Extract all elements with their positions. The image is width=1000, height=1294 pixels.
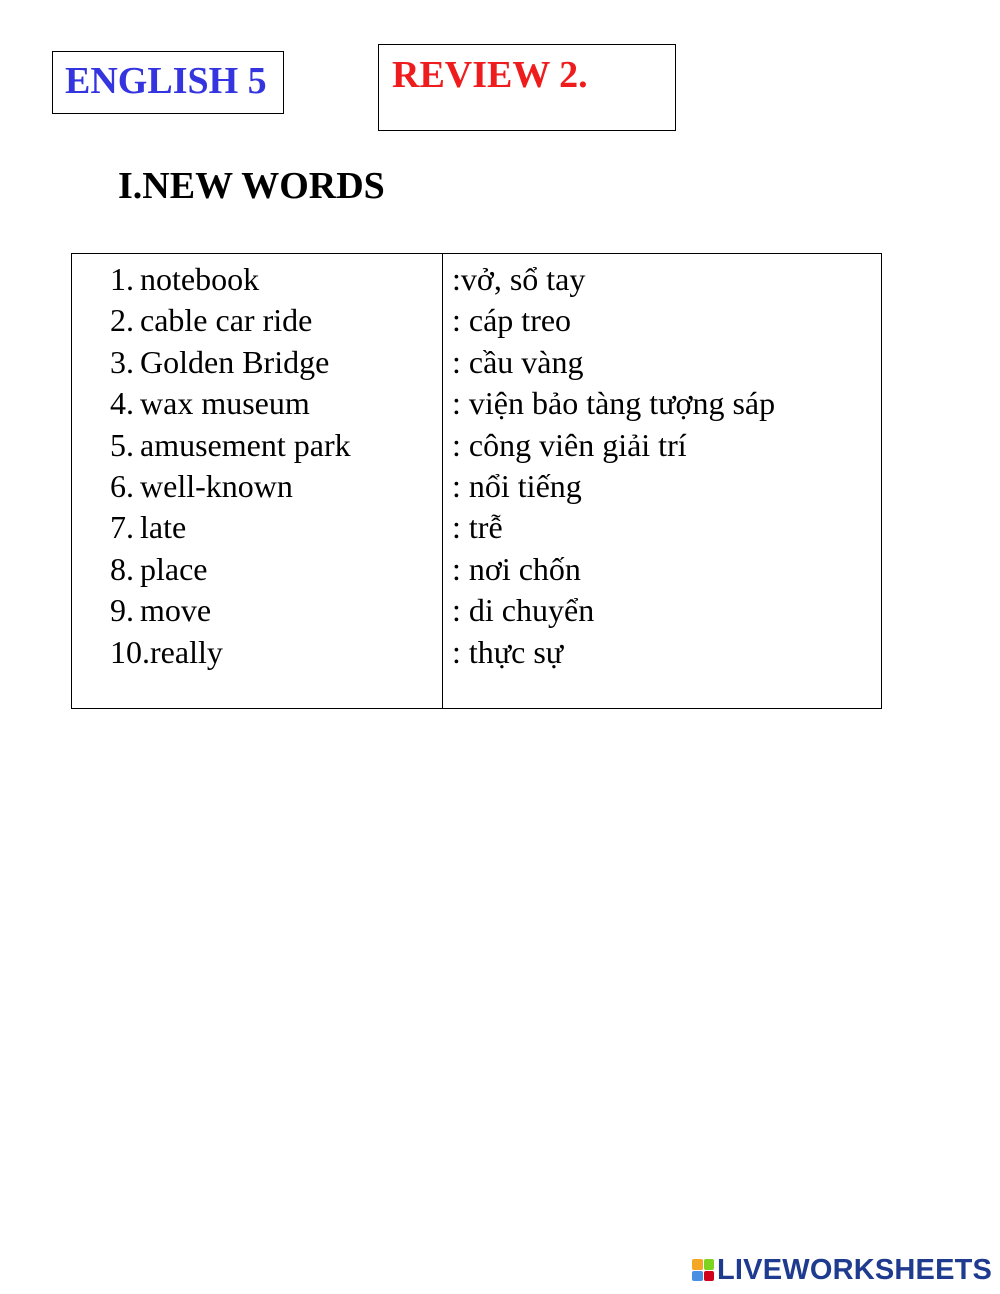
- english-column: [110, 259, 440, 673]
- english-row: [110, 383, 440, 424]
- vietnamese-meaning: : di chuyển: [452, 592, 595, 629]
- vietnamese-meaning: : viện bảo tàng tượng sáp: [452, 385, 776, 422]
- english-word: amusement park: [140, 426, 351, 463]
- logo-square-4: [704, 1271, 715, 1282]
- vietnamese-meaning: : công viên giải trí: [452, 426, 687, 463]
- english-row: [110, 259, 440, 300]
- section-title: I.NEW WORDS: [118, 165, 385, 207]
- english-word: move: [140, 592, 212, 629]
- english-word: late: [140, 509, 187, 546]
- english-word: wax museum: [140, 385, 310, 422]
- logo-square-1: [692, 1259, 703, 1270]
- logo-square-3: [692, 1271, 703, 1282]
- english-row: [110, 300, 440, 341]
- item-number: 1.: [110, 261, 134, 297]
- logo-square-2: [704, 1259, 715, 1270]
- subject-title: ENGLISH 5: [65, 60, 267, 102]
- vietnamese-meaning: : cầu vàng: [452, 343, 584, 380]
- english-word: notebook: [140, 261, 260, 297]
- review-title: REVIEW 2.: [392, 54, 588, 96]
- vietnamese-meaning: : nơi chốn: [452, 550, 581, 587]
- subject-box: [52, 51, 284, 114]
- table-column-divider: [442, 254, 443, 708]
- english-word: well-known: [140, 467, 293, 504]
- vietnamese-column: [452, 259, 877, 673]
- item-number: 5.: [110, 426, 134, 463]
- item-number: 8.: [110, 550, 134, 587]
- english-word: really: [150, 633, 223, 670]
- english-row: [110, 425, 440, 466]
- liveworksheets-logo[interactable]: [692, 1253, 992, 1287]
- review-box: [378, 44, 676, 131]
- item-number: 9.: [110, 592, 134, 629]
- item-number: 7.: [110, 509, 134, 546]
- english-row: [110, 549, 440, 590]
- vietnamese-meaning: : thực sự: [452, 633, 564, 670]
- vietnamese-meaning: : trễ: [452, 509, 503, 546]
- item-number: 4.: [110, 385, 134, 422]
- english-row: [110, 632, 440, 673]
- english-word: Golden Bridge: [140, 343, 330, 380]
- english-row: [110, 507, 440, 548]
- logo-text: LIVEWORKSHEETS: [717, 1253, 993, 1286]
- english-row: [110, 466, 440, 507]
- item-number: 3.: [110, 343, 134, 380]
- vietnamese-meaning: : nổi tiếng: [452, 467, 582, 504]
- item-number: 6.: [110, 467, 134, 504]
- english-row: [110, 342, 440, 383]
- english-word: place: [140, 550, 208, 587]
- liveworksheets-logo-icon: [692, 1259, 714, 1281]
- vocabulary-table: [71, 253, 882, 709]
- vietnamese-meaning: : cáp treo: [452, 302, 572, 339]
- vietnamese-meaning: :vở, sổ tay: [452, 261, 586, 297]
- english-word: cable car ride: [140, 302, 313, 339]
- item-number: 2.: [110, 302, 134, 339]
- item-number: 10.: [110, 633, 150, 670]
- english-row: [110, 590, 440, 631]
